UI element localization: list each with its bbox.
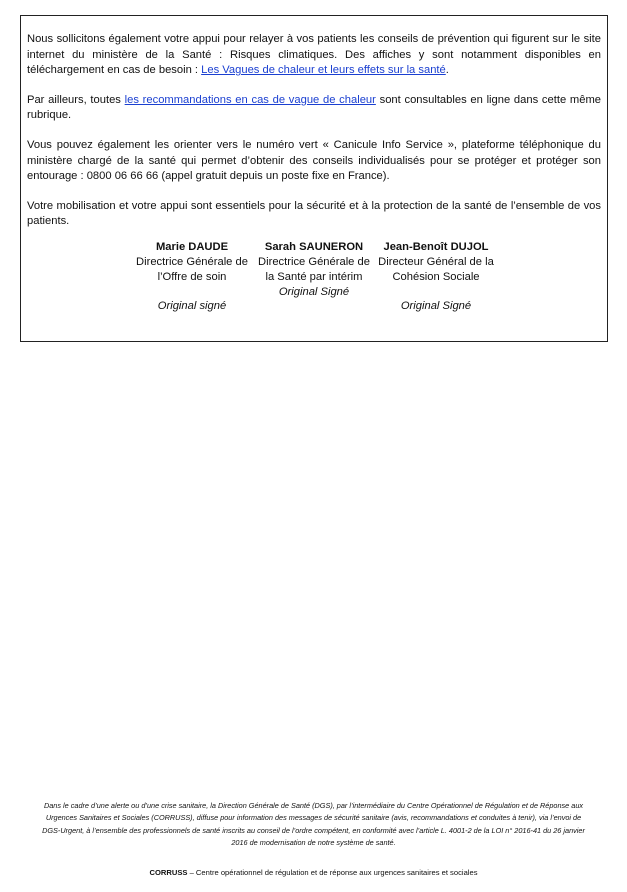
- corruss-label: CORRUSS: [149, 868, 188, 877]
- paragraph-recommendations: [27, 93, 601, 124]
- signatory: [253, 240, 375, 314]
- footer-corruss: [0, 868, 627, 878]
- signature-mention: Original Signé: [400, 299, 472, 312]
- heatwave-effects-link[interactable]: Les Vagues de chaleur et leurs effets sur la santé: [201, 64, 446, 77]
- signatory-name: Marie DAUDE: [155, 240, 229, 253]
- signatory-name: Sarah SAUNERON: [264, 240, 364, 253]
- signatory-title: Directrice Générale de l’Offre de soin: [136, 255, 248, 283]
- footer-legal-note: Dans le cadre d’une alerte ou d’une crise sanitaire, la Direction Générale de Santé (DGS), par l’intermédiaire du Centre Opérationnel de Régulation et de Réponse aux Urgences Sanitaires et Sociales (CORRUSS), diffuse pour information des messages de sécurité sanitaire (avis, recommandations et conduites à tenir), via l’envoi de DGS-Urgent, à l’ensemble des professionnels de santé inscrits au conseil de l’ordre compétent, en conformité avec l’article L. 4001-2 de la LOI n° 2016-41 du 26 janvier 2016 de modernisation de notre système de santé.: [42, 801, 585, 848]
- signatory: [375, 240, 497, 314]
- paragraph-closing: Votre mobilisation et votre appui sont essentiels pour la sécurité et à la protection de la santé de l’ensemble de vos patients.: [27, 199, 601, 228]
- signature-block: [27, 240, 601, 314]
- signatory: [131, 240, 253, 314]
- signatory-name: Jean-Benoît DUJOL: [383, 240, 489, 253]
- signatory-title: Directeur Général de la Cohésion Sociale: [378, 255, 494, 283]
- signatory-title: Directrice Générale de la Santé par intérim: [258, 255, 370, 283]
- paragraph-text: .: [445, 64, 449, 77]
- signature-mention: Original signé: [157, 299, 227, 312]
- heatwave-recommendations-link[interactable]: les recommandations en cas de vague de chaleur: [124, 93, 376, 106]
- paragraph-hotline: Vous pouvez également les orienter vers le numéro vert « Canicule Info Service », plateforme téléphonique du ministère chargé de la santé qui permet d’obtenir des conseils individualisés pour se protéger et protéger son entourage : 0800 06 66 66 (appel gratuit depuis un poste fixe en France).: [27, 138, 601, 183]
- paragraph-text: Par ailleurs, toutes: [27, 93, 125, 106]
- corruss-description: – Centre opérationnel de régulation et de réponse aux urgences sanitaires et sociales: [187, 868, 478, 877]
- paragraph-text: Nous sollicitons également votre appui pour relayer à vos patients les conseils de prévention qui figurent sur le site internet du ministère de la Santé : Risques climatiques. Des affiches y sont notamment disponibles en téléchargement en cas de besoin :: [27, 33, 601, 77]
- signature-mention: Original Signé: [278, 285, 350, 298]
- paragraph-prevention-advice: [27, 32, 601, 79]
- paragraph-text: sont consultables en ligne dans cette même rubrique.: [27, 93, 601, 122]
- letter-box: [20, 15, 608, 342]
